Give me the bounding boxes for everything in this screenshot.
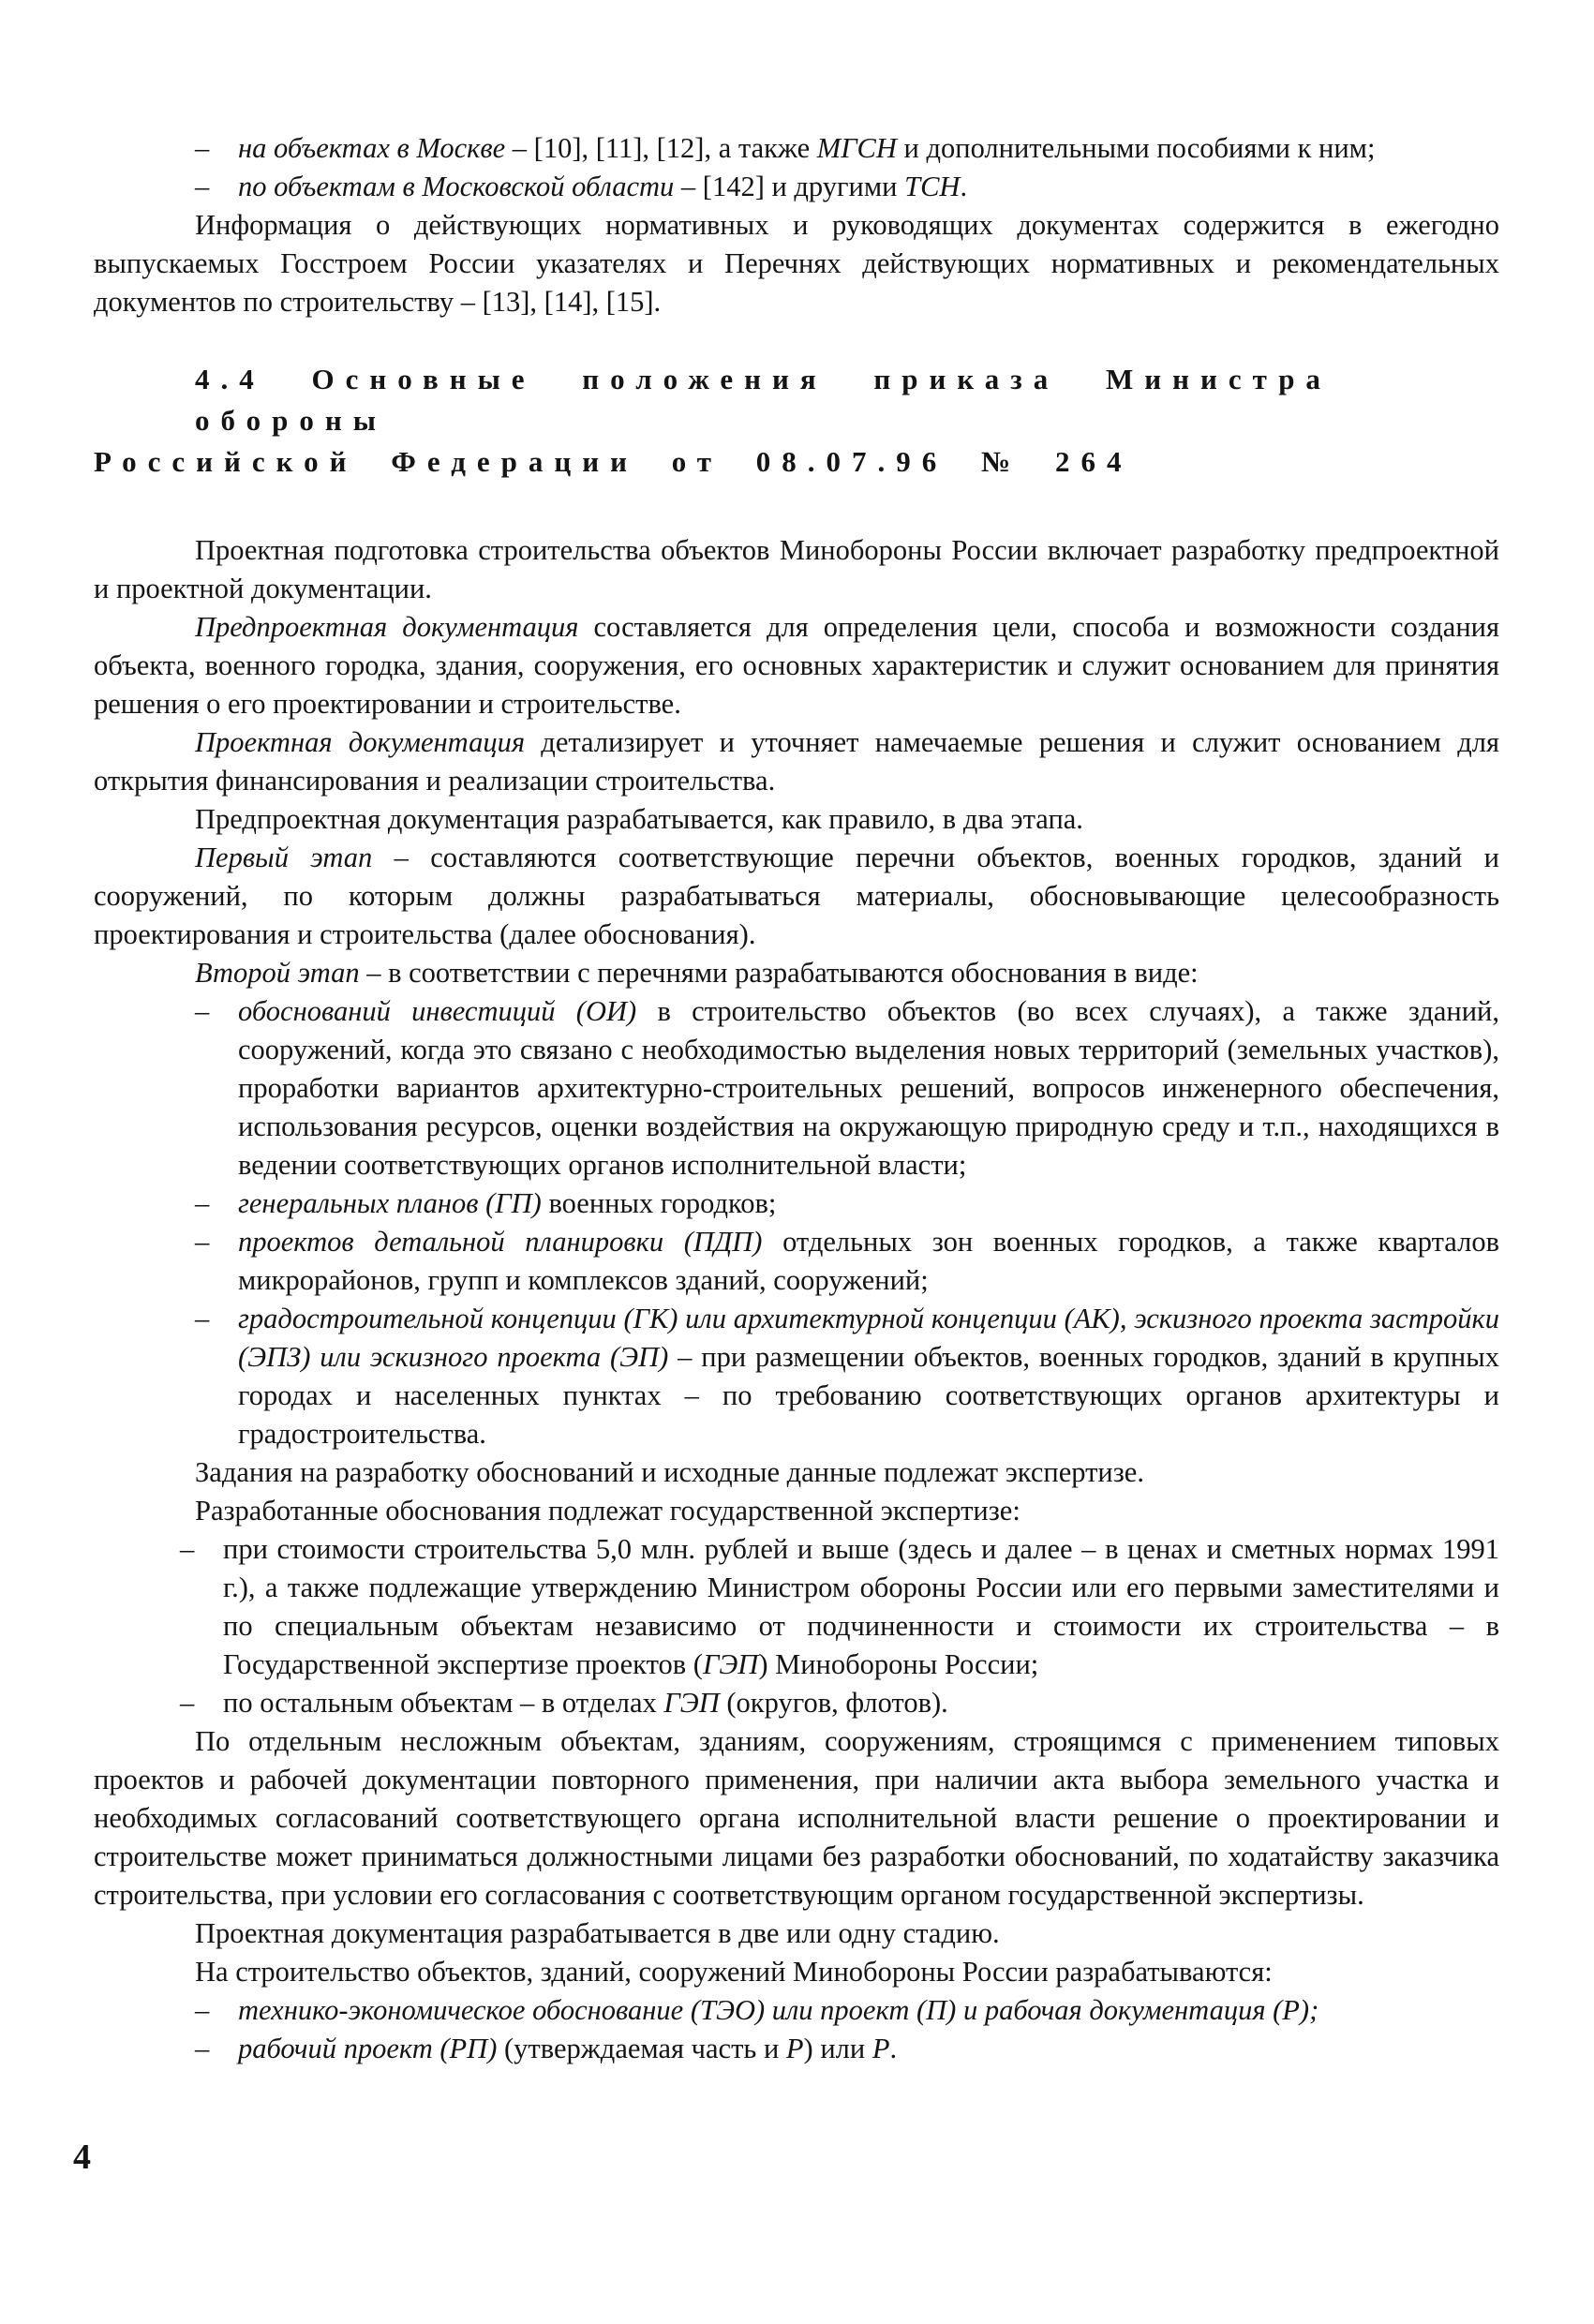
list-item: – проектов детальной планировки (ПДП) отдельных зон военных городков, а также кварталов микрорайонов, групп и комплексов зданий, сооружений;	[94, 1223, 1499, 1300]
page-number: 4	[73, 2138, 91, 2177]
dash-mark: –	[195, 1226, 210, 1258]
dash-mark: –	[195, 2033, 210, 2064]
list-item: – обоснований инвестиций (ОИ) в строительство объектов (во всех случаях), а также зданий, сооружений, когда это связано с необходимостью выделения новых территорий (земельных участков), проработки вариантов архитектурно-строительных решений, вопросов инженерного обеспечения, использования ресурсов, оценки воздействия на окружающую природную среду и т.п., находящихся в ведении соответствующих органов исполнительной власти;	[94, 992, 1499, 1184]
section-heading: 4.4 Основные положения приказа Министра обороны Российской Федерации от 08.07.96 № 264	[94, 363, 1332, 478]
page-content	[94, 129, 1499, 2068]
list-item: – рабочий проект (РП) (утверждаемая часть и Р) или Р.	[94, 2030, 1499, 2068]
paragraph: Первый этап – составляются соответствующие перечни объектов, военных городков, зданий и сооружений, по которым должны разрабатываться материалы, обосновывающие целесообразность проектирования и строительства (далее обоснования).	[94, 842, 1500, 950]
paragraph: Разработанные обоснования подлежат государственной экспертизе:	[195, 1495, 1020, 1527]
paragraph: Задания на разработку обоснований и исходные данные подлежат экспертизе.	[195, 1456, 1144, 1488]
list-item: – генеральных планов (ГП) военных городков;	[94, 1184, 1499, 1223]
paragraph: Проектная документация разрабатывается в две или одну стадию.	[195, 1917, 1000, 1949]
dash-mark: –	[195, 1187, 210, 1219]
dash-mark: –	[195, 1994, 210, 2026]
dash-mark: –	[195, 132, 210, 164]
list-item: – по остальным объектам – в отделах ГЭП (округов, флотов).	[94, 1684, 1499, 1722]
dash-mark: –	[195, 171, 210, 202]
list-item: – на объектах в Москве – [10], [11], [12], а также МГСН и дополнительными пособиями к ним;	[94, 129, 1499, 168]
paragraph: Информация о действующих нормативных и руководящих документах содержится в ежегодно выпускаемых Госстроем России указателях и Перечнях действующих нормативных и рекомендательных документов по строительству – [13], [14], [15].	[94, 209, 1499, 318]
paragraph: Проектная документация детализирует и уточняет намечаемые решения и служит основанием для открытия финансирования и реализации строительства.	[94, 726, 1499, 797]
paragraph: Предпроектная документация разрабатывается, как правило, в два этапа.	[195, 803, 1083, 835]
paragraph: Проектная подготовка строительства объектов Минобороны России включает разработку предпроектной и проектной документации.	[94, 534, 1499, 604]
dash-mark: –	[195, 1303, 210, 1334]
dash-mark: –	[195, 995, 210, 1027]
list-item: – градостроительной концепции (ГК) или архитектурной концепции (АК), эскизного проекта застройки (ЭПЗ) или эскизного проекта (ЭП) – при размещении объектов, военных городков, зданий в крупных городах и населенных пунктах – по требованию соответствующих органов архитектуры и градостроительства.	[94, 1300, 1499, 1453]
dash-mark: –	[180, 1687, 195, 1719]
paragraph: Второй этап – в соответствии с перечнями разрабатываются обоснования в виде:	[195, 957, 1199, 989]
list-item: – технико-экономическое обоснование (ТЭО) или проект (П) и рабочая документация (Р);	[94, 1991, 1499, 2030]
paragraph: По отдельным несложным объектам, зданиям, сооружениям, строящимся с применением типовых проектов и рабочей документации повторного применения, при наличии акта выбора земельного участка и необходимых согласований соответствующего органа исполнительной власти решение о проектировании и строительстве может приниматься должностными лицами без разработки обоснований, по ходатайству заказчика строительства, при условии его согласования с соответствующим органом государственной экспертизы.	[94, 1725, 1499, 1911]
dash-mark: –	[180, 1533, 195, 1565]
list-item: – при стоимости строительства 5,0 млн. рублей и выше (здесь и далее – в ценах и сметных нормах 1991 г.), а также подлежащие утверждению Министром обороны России или его первыми заместителями и по специальным объектам независимо от подчиненности и стоимости их строительства – в Государственной экспертизе проектов (ГЭП) Минобороны России;	[94, 1530, 1499, 1684]
list-item: – по объектам в Московской области – [142] и другими ТСН.	[94, 168, 1499, 206]
paragraph: Предпроектная документация составляется для определения цели, способа и возможности создания объекта, военного городка, здания, сооружения, его основных характеристик и служит основанием для принятия решения о его проектировании и строительстве.	[94, 611, 1500, 720]
paragraph: На строительство объектов, зданий, сооружений Минобороны России разрабатываются:	[195, 1956, 1273, 1988]
